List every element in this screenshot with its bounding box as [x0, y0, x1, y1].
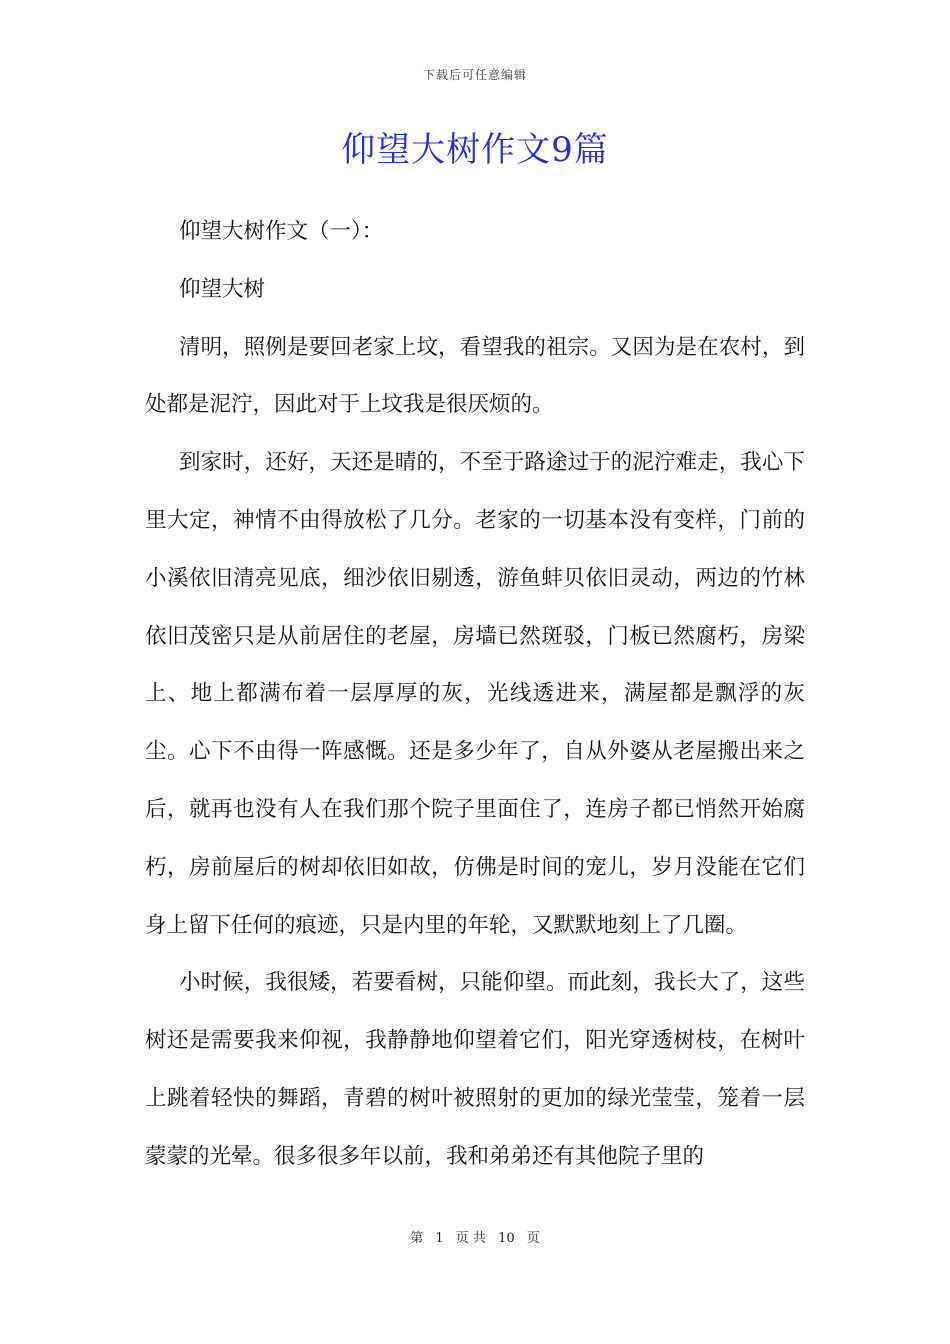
footer-suffix: 页	[526, 1231, 540, 1246]
footer-current-page: 1	[435, 1231, 444, 1246]
document-title: 仰望大树作文9篇	[341, 130, 609, 170]
body-paragraph: 到家时，还好，天还是晴的，不至于路途过于的泥泞难走，我心下里大定，神情不由得放松了几分。老家的一切基本没有变样，门前的小溪依旧清亮见底，细沙依旧剔透，游鱼蚌贝依旧灵动，两边的竹林依旧茂密只是从前居住的老屋，房墙已然斑驳，门板已然腐朽，房梁上、地上都满布着一层厚厚的灰，光线透进来，满屋都是飘浮的灰尘。心下不由得一阵感慨。还是多少年了，自从外婆从老屋搬出来之后，就再也没有人在我们那个院子里面住了，连房子都已悄然开始腐朽，房前屋后的树却依旧如故，仿佛是时间的宠儿，岁月没能在它们身上留下任何的痕迹，只是内里的年轮，又默默地刻上了几圈。	[145, 450, 805, 938]
subtitle-paragraph: 仰望大树作文（一）：	[179, 219, 384, 244]
body-paragraph: 小时候，我很矮，若要看树，只能仰望。而此刻，我长大了，这些树还是需要我来仰视，我静静地仰望着它们，阳光穿透树枝，在树叶上跳着轻快的舞蹈，青碧的树叶被照射的更加的绿光莹莹，笼着一层蒙蒙的光晕。很多很多年以前，我和弟弟还有其他院子里的	[145, 970, 805, 1169]
body-paragraph: 清明，照例是要回老家上坟，看望我的祖宗。又因为是在农村，到处都是泥泞，因此对于上坟我是很厌烦的。	[145, 334, 805, 418]
footer-prefix: 第	[410, 1231, 424, 1246]
footer-middle: 页 共	[455, 1231, 486, 1246]
footer-total-pages: 10	[498, 1231, 515, 1246]
document-body	[145, 203, 805, 1186]
header-note: 下载后可任意编辑	[422, 68, 527, 82]
essay-heading-paragraph: 仰望大树	[179, 276, 266, 302]
page-footer	[0, 1227, 950, 1246]
